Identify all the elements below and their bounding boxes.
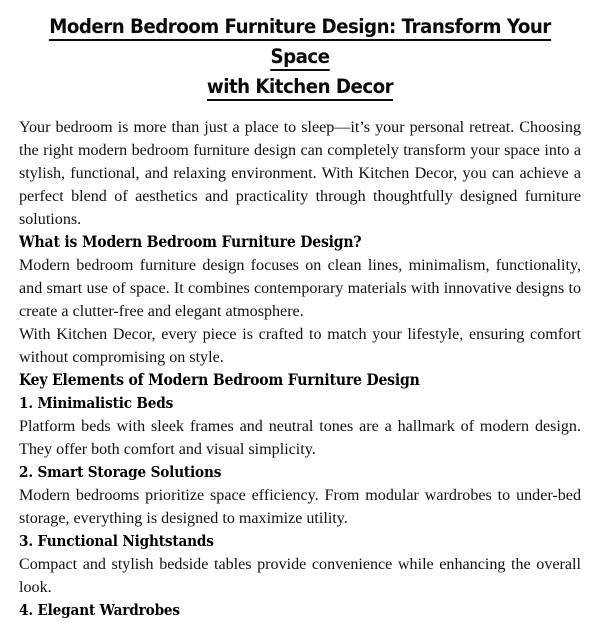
element-minimalistic-beds (19, 392, 581, 461)
section-paragraph-what-is-2: With Kitchen Decor, every piece is crafted to match your lifestyle, ensuring comfort without compromising on style. (19, 326, 581, 366)
element-functional-nightstands (19, 530, 581, 599)
element-heading-4: 4. Elegant Wardrobes (19, 601, 180, 619)
element-smart-storage (19, 461, 581, 530)
page-title-line-1: Modern Bedroom Furniture Design: Transform Your Space (49, 15, 551, 71)
element-heading-1: 1. Minimalistic Beds (19, 394, 174, 412)
element-paragraph-1: Platform beds with sleek frames and neutral tones are a hallmark of modern design. They offer both comfort and visual simplicity. (19, 418, 581, 458)
element-heading-2: 2. Smart Storage Solutions (19, 463, 222, 481)
section-heading-key-elements: Key Elements of Modern Bedroom Furniture Design (19, 371, 420, 389)
element-paragraph-3: Compact and stylish bedside tables provide convenience while enhancing the overall look. (19, 556, 581, 596)
section-heading-what-is: What is Modern Bedroom Furniture Design? (19, 233, 362, 251)
page-title-line-2: with Kitchen Decor (207, 75, 393, 101)
element-paragraph-2: Modern bedrooms prioritize space efficiency. From modular wardrobes to under-bed storage, everything is designed to maximize utility. (19, 487, 581, 527)
page-title (39, 0, 562, 102)
section-key-elements (19, 369, 581, 392)
intro-paragraph: Your bedroom is more than just a place to sleep—it’s your personal retreat. Choosing the right modern bedroom furniture design can completely transform your space into a stylish, functional, and relaxing environment. With Kitchen Decor, you can achieve a perfect blend of aesthetics and practicality through thoughtfully designed furniture solutions. (19, 119, 581, 228)
element-elegant-wardrobes (19, 599, 581, 622)
element-heading-3: 3. Functional Nightstands (19, 532, 214, 550)
section-what-is (19, 231, 581, 369)
section-paragraph-what-is-1: Modern bedroom furniture design focuses on clean lines, minimalism, functionality, and smart use of space. It combines contemporary materials with innovative designs to create a clutter-free and elegant atmosphere. (19, 257, 581, 320)
intro-block (19, 116, 581, 231)
